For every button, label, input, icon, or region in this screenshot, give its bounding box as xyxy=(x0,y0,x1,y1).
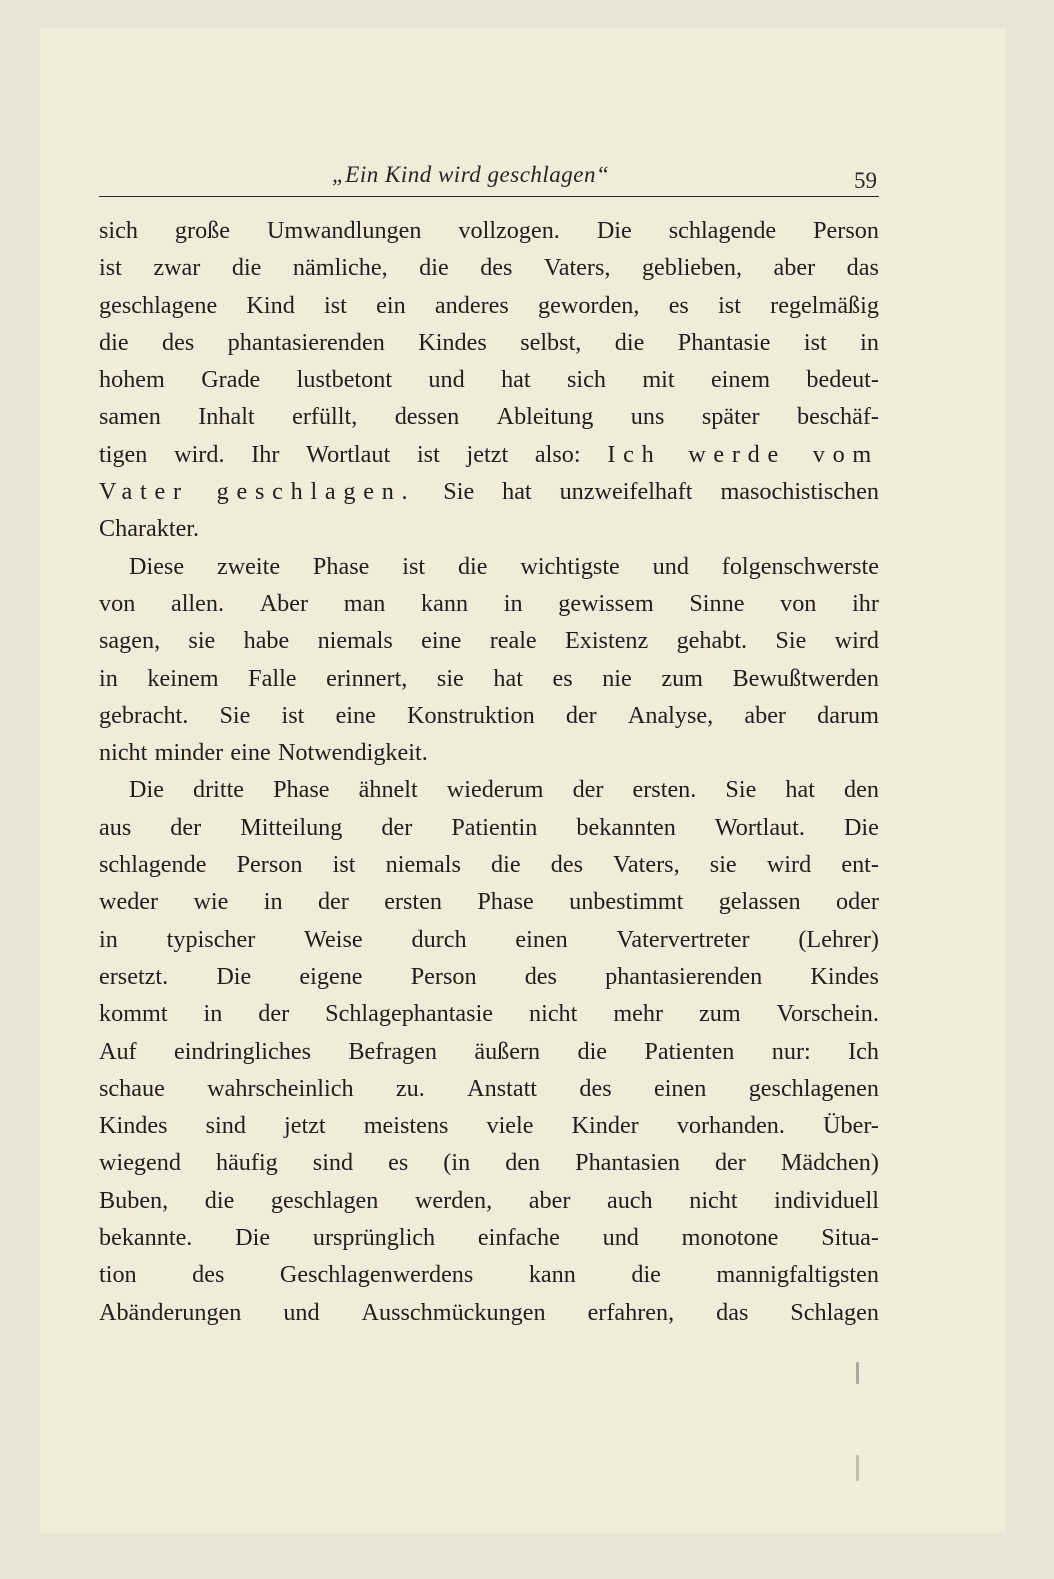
word: Die xyxy=(129,776,164,804)
word: Person xyxy=(813,217,879,244)
word: nämliche, xyxy=(292,254,388,282)
word: eigene xyxy=(299,962,363,990)
word: bekannte. xyxy=(99,1224,193,1252)
word: das xyxy=(716,1298,749,1326)
word: Sinne xyxy=(689,589,745,617)
word: aber xyxy=(773,254,816,282)
word: vollzogen. xyxy=(458,217,560,244)
word: ent- xyxy=(841,851,879,879)
word: einen xyxy=(515,925,568,953)
word: die xyxy=(577,1037,608,1065)
word: masochistischen xyxy=(720,478,879,506)
word: geblieben, xyxy=(641,254,743,282)
word: unzweifelhaft xyxy=(559,478,693,506)
word: gelassen xyxy=(718,888,801,916)
text-line xyxy=(99,361,879,398)
word: ist xyxy=(99,254,122,282)
word: niemals xyxy=(317,627,393,655)
word: hat xyxy=(785,776,815,804)
text-line xyxy=(99,1294,879,1331)
word: Falle xyxy=(248,664,297,692)
word: wird. xyxy=(174,440,225,468)
word: zum xyxy=(661,664,703,692)
text-line xyxy=(99,809,879,846)
word: monotone xyxy=(681,1224,779,1252)
word: Ich xyxy=(607,440,662,468)
word: folgenschwerste xyxy=(721,552,879,580)
word: durch xyxy=(411,925,467,953)
word: eine xyxy=(421,627,462,655)
word: Kindes xyxy=(418,328,487,356)
word: die xyxy=(457,552,488,580)
word: phantasierenden xyxy=(227,328,385,356)
word: zum xyxy=(698,1000,741,1028)
word: Kinder xyxy=(571,1112,639,1140)
word: zwar xyxy=(153,254,201,282)
word: Vaters, xyxy=(543,254,611,282)
word: zweite xyxy=(216,552,281,580)
word: und xyxy=(283,1298,320,1326)
text-line xyxy=(99,1256,879,1293)
word: der xyxy=(381,813,413,841)
word: des xyxy=(550,851,583,879)
text-line xyxy=(99,622,879,659)
word: und xyxy=(428,366,465,394)
word: sie xyxy=(188,627,216,655)
page-number: 59 xyxy=(854,168,877,193)
word: selbst, xyxy=(520,328,582,356)
word: (in xyxy=(443,1149,471,1177)
word: und xyxy=(602,1224,639,1252)
word: wird xyxy=(766,851,812,879)
word: bedeut- xyxy=(806,366,879,394)
word: Ausschmückungen xyxy=(361,1298,546,1326)
text-line xyxy=(99,585,879,622)
word: Phantasie xyxy=(677,328,771,356)
word: ist xyxy=(718,291,741,319)
word: gehabt. xyxy=(676,627,748,655)
text-line xyxy=(99,958,879,995)
word: ist xyxy=(402,552,426,580)
text-line xyxy=(99,212,879,249)
word: individuell xyxy=(774,1186,879,1214)
word: hat xyxy=(501,366,531,394)
text-line xyxy=(99,473,879,510)
word: Sie xyxy=(219,701,251,729)
text-line xyxy=(99,697,879,734)
word: häufig xyxy=(215,1149,278,1177)
word: die xyxy=(99,328,129,356)
text-line xyxy=(99,1144,879,1181)
word: Umwandlungen xyxy=(266,217,422,244)
word: Auf xyxy=(99,1037,137,1065)
word: ein xyxy=(376,291,406,319)
word: nie xyxy=(602,664,632,692)
word: Ich xyxy=(848,1037,879,1065)
word: Buben, xyxy=(99,1186,169,1214)
text-line xyxy=(99,287,879,324)
word: ersten xyxy=(384,888,442,916)
word: kommt xyxy=(99,1000,168,1028)
word: den xyxy=(505,1149,541,1177)
text-line xyxy=(99,846,879,883)
word: jetzt xyxy=(284,1112,326,1140)
text-line xyxy=(99,1070,879,1107)
word: werden, xyxy=(414,1186,493,1214)
word: sie xyxy=(709,851,737,879)
word: äußern xyxy=(474,1037,541,1065)
word: Vatervertreter xyxy=(616,925,750,953)
word: tigen xyxy=(99,440,148,468)
word: kann xyxy=(421,589,469,617)
word: hat xyxy=(493,664,523,692)
word: in xyxy=(263,888,283,916)
text-line xyxy=(99,1033,879,1070)
word: weder xyxy=(99,888,159,916)
word: Die xyxy=(843,813,879,841)
word: (Lehrer) xyxy=(798,925,879,953)
word: werde xyxy=(688,440,786,468)
word: Die xyxy=(235,1224,271,1252)
text-line xyxy=(99,548,879,585)
word: gebracht. xyxy=(99,701,189,729)
word: wie xyxy=(193,888,229,916)
word: anderes xyxy=(434,291,509,319)
body-text xyxy=(99,212,879,1331)
text-line xyxy=(99,1182,879,1219)
word: die xyxy=(204,1186,235,1214)
print-speck xyxy=(856,1362,859,1384)
word: Die xyxy=(596,217,632,244)
word: in xyxy=(99,925,118,953)
word: Aber xyxy=(259,589,309,617)
word: Patientin xyxy=(451,813,538,841)
word: Sie xyxy=(775,627,807,655)
word: ersetzt. xyxy=(99,962,169,990)
word: aber xyxy=(744,701,786,729)
word: Diese xyxy=(129,552,185,580)
word: Vaters, xyxy=(613,851,680,879)
word: habe xyxy=(243,627,290,655)
word: Sie xyxy=(725,776,757,804)
word: von xyxy=(780,589,817,617)
word: ursprünglich xyxy=(312,1224,436,1252)
word: nicht xyxy=(99,739,148,767)
word: in xyxy=(203,1000,223,1028)
word: Kindes xyxy=(810,962,879,990)
word: große xyxy=(174,217,230,244)
word: ihr xyxy=(852,589,879,617)
text-line xyxy=(99,1219,879,1256)
word: ist xyxy=(416,440,440,468)
text-line xyxy=(99,324,879,361)
word: den xyxy=(844,776,879,804)
word: Inhalt xyxy=(198,403,255,431)
text-line xyxy=(99,510,879,547)
word: auch xyxy=(606,1186,653,1214)
word: sagen, xyxy=(99,627,161,655)
word: aber xyxy=(528,1186,571,1214)
word: es xyxy=(552,664,573,692)
word: in xyxy=(860,328,879,356)
word: regelmäßig xyxy=(770,291,879,319)
word: in xyxy=(503,589,523,617)
word: die xyxy=(614,328,645,356)
word: schaue xyxy=(99,1074,165,1102)
word: Schlagen xyxy=(790,1298,879,1326)
word: Person xyxy=(410,962,477,990)
text-line xyxy=(99,771,879,808)
text-line xyxy=(99,995,879,1032)
word: Vater xyxy=(99,478,189,506)
word: die xyxy=(231,254,262,282)
word: hat xyxy=(502,478,532,506)
word: reale xyxy=(489,627,537,655)
word: die xyxy=(631,1261,661,1289)
word: der xyxy=(170,813,202,841)
word: ersten. xyxy=(632,776,697,804)
word: aus xyxy=(99,813,132,841)
word: Existenz xyxy=(564,627,649,655)
word: sich xyxy=(99,217,138,244)
word: von xyxy=(99,589,136,617)
text-line xyxy=(99,734,879,771)
word: der xyxy=(572,776,604,804)
word: schlagende xyxy=(99,851,207,879)
word: es xyxy=(388,1149,409,1177)
word: Person xyxy=(236,851,303,879)
word: Befragen xyxy=(348,1037,437,1065)
word: Phase xyxy=(273,776,330,804)
word: es xyxy=(668,291,689,319)
word: mannigfaltigsten xyxy=(716,1261,879,1289)
word: sind xyxy=(312,1149,354,1177)
word: einfache xyxy=(477,1224,560,1252)
word: des xyxy=(579,1074,612,1102)
word: mit xyxy=(642,366,675,394)
word: der xyxy=(317,888,349,916)
word: Charakter. xyxy=(99,515,200,543)
word: meistens xyxy=(363,1112,449,1140)
word: wahrscheinlich xyxy=(207,1074,354,1102)
word: dessen xyxy=(394,403,460,431)
word: erinnert, xyxy=(326,664,408,692)
word: keinem xyxy=(147,664,219,692)
word: erfahren, xyxy=(587,1298,675,1326)
text-line xyxy=(99,1107,879,1144)
word: beschäf- xyxy=(797,403,879,431)
word: in xyxy=(99,664,118,692)
word: sie xyxy=(436,664,464,692)
word: eindringliches xyxy=(173,1037,311,1065)
word: dritte xyxy=(193,776,245,804)
word: gewissem xyxy=(558,589,654,617)
word: die xyxy=(419,254,449,282)
word: Bewußtwerden xyxy=(732,664,879,692)
word: typischer xyxy=(166,925,256,953)
word: des xyxy=(524,962,557,990)
word: allen. xyxy=(170,589,225,617)
word: eine xyxy=(230,739,271,767)
word: nicht xyxy=(689,1186,738,1214)
word: später xyxy=(701,403,760,431)
word: ist xyxy=(332,851,356,879)
word: ist xyxy=(324,291,347,319)
word: Ihr xyxy=(251,440,280,468)
running-title: „Ein Kind wird geschlagen“ xyxy=(332,162,610,187)
running-header xyxy=(99,160,879,197)
word: nicht xyxy=(529,1000,578,1028)
word: tion xyxy=(99,1261,137,1289)
word: Mitteilung xyxy=(240,813,343,841)
word: Schlagephantasie xyxy=(325,1000,494,1028)
word: Vorschein. xyxy=(776,1000,879,1028)
text-line xyxy=(99,249,879,286)
word: Geschlagenwerdens xyxy=(279,1261,474,1289)
word: einen xyxy=(653,1074,707,1102)
word: samen xyxy=(99,403,161,431)
word: Kind xyxy=(246,291,295,319)
text-line xyxy=(99,921,879,958)
word: vorhanden. xyxy=(676,1112,785,1140)
word: jetzt xyxy=(466,440,509,468)
word: Mädchen) xyxy=(780,1149,879,1177)
word: der xyxy=(258,1000,290,1028)
word: Analyse, xyxy=(627,701,714,729)
word: unbestimmt xyxy=(569,888,684,916)
word: wiegend xyxy=(99,1149,181,1177)
word: geschlagen xyxy=(270,1186,379,1214)
word: uns xyxy=(630,403,665,431)
print-speck xyxy=(856,1455,859,1481)
word: Sie xyxy=(443,478,475,506)
word: schlagende xyxy=(668,217,777,244)
word: also: xyxy=(534,440,581,468)
word: wichtigste xyxy=(520,552,620,580)
word: oder xyxy=(836,888,879,916)
word: kann xyxy=(528,1261,576,1289)
word: nur: xyxy=(771,1037,811,1065)
word: lustbetont xyxy=(296,366,393,394)
word: ähnelt xyxy=(358,776,418,804)
word: des xyxy=(161,328,195,356)
word: viele xyxy=(486,1112,534,1140)
word: Patienten xyxy=(644,1037,735,1065)
word: man xyxy=(343,589,386,617)
word: darum xyxy=(817,701,879,729)
word: der xyxy=(565,701,597,729)
word: Abänderungen xyxy=(99,1298,242,1326)
word: Die xyxy=(216,962,252,990)
word: Ableitung xyxy=(496,403,594,431)
word: sind xyxy=(205,1112,246,1140)
word: Phantasien xyxy=(575,1149,680,1177)
word: das xyxy=(846,254,879,282)
word: geschlagenen xyxy=(748,1074,879,1102)
word: wird xyxy=(834,627,879,655)
word: phantasierenden xyxy=(605,962,763,990)
word: bekannten xyxy=(576,813,676,841)
word: der xyxy=(714,1149,746,1177)
word: mehr xyxy=(613,1000,664,1028)
word: geschlagene xyxy=(99,291,218,319)
word: Weise xyxy=(304,925,363,953)
word: des xyxy=(192,1261,225,1289)
word: Grade xyxy=(201,366,261,394)
word: erfüllt, xyxy=(292,403,358,431)
word: niemals xyxy=(385,851,461,879)
text-line xyxy=(99,883,879,920)
word: zu. xyxy=(395,1074,425,1102)
word: und xyxy=(652,552,689,580)
word: Phase xyxy=(477,888,534,916)
text-line xyxy=(99,398,879,435)
word: die xyxy=(491,851,521,879)
word: Notwendigkeit. xyxy=(277,739,428,767)
word: sich xyxy=(566,366,606,394)
word: geschlagen. xyxy=(216,478,416,506)
word: ist xyxy=(803,328,827,356)
word: einem xyxy=(710,366,771,394)
word: Konstruktion xyxy=(407,701,535,729)
text-line xyxy=(99,436,879,473)
word: Wortlaut xyxy=(306,440,391,468)
word: eine xyxy=(335,701,376,729)
word: Wortlaut. xyxy=(714,813,805,841)
word: Anstatt xyxy=(467,1074,538,1102)
word: Kindes xyxy=(99,1112,168,1140)
word: Über- xyxy=(823,1112,879,1140)
text-line xyxy=(99,660,879,697)
word: Situa- xyxy=(821,1224,879,1252)
word: wiederum xyxy=(446,776,544,804)
word: geworden, xyxy=(538,291,640,319)
word: minder xyxy=(154,739,224,767)
word: ist xyxy=(281,701,305,729)
word: Phase xyxy=(312,552,370,580)
word: vom xyxy=(812,440,879,468)
word: hohem xyxy=(99,366,165,394)
word: des xyxy=(480,254,513,282)
